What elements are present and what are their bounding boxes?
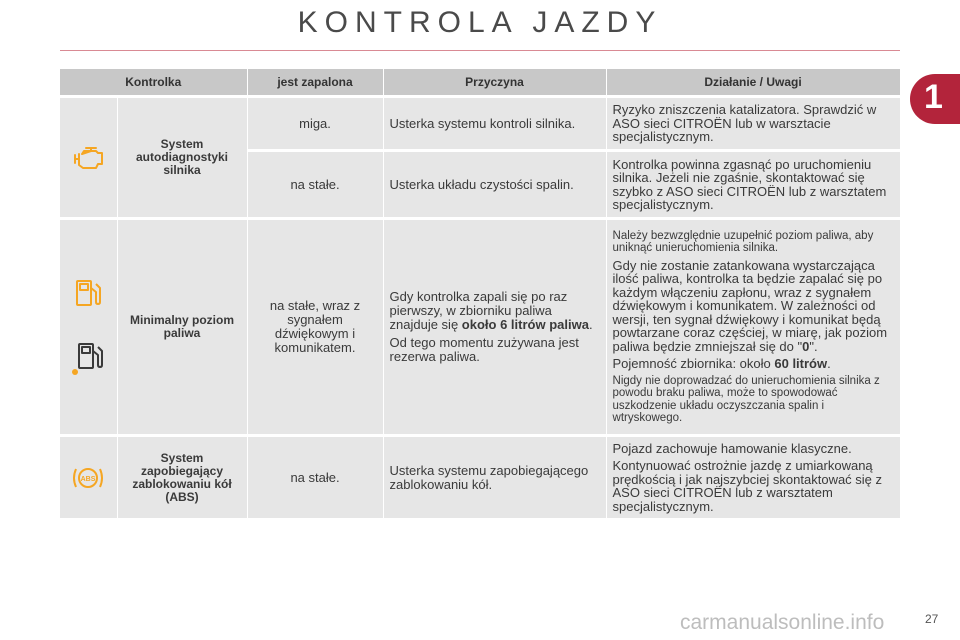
warning-lights-table	[60, 69, 901, 521]
fuel-notes	[606, 219, 900, 436]
table-row	[60, 219, 900, 436]
page-title: KONTROLA JAZDY	[297, 6, 663, 39]
fuel-cause	[383, 219, 606, 436]
table-header-row	[60, 69, 900, 97]
chapter-tab[interactable]	[910, 74, 960, 124]
header-action: Działanie / Uwagi	[606, 69, 900, 97]
engine-check-icon	[66, 145, 111, 171]
abs-icon	[66, 463, 111, 493]
fuel-note-3	[613, 357, 894, 371]
abs-cause: Usterka systemu zapobiegającego zablokowaniu kół.	[383, 436, 606, 520]
abs-action-2: Kontynuować ostrożnie jazdę z umiarkowaną prędkością i jak najszybciej skontaktować się z ASO sieci CITROËN lub z warsztatem specjalistycznym.	[612, 458, 883, 514]
engine-warning-name: System autodiagnostyki silnika	[117, 97, 247, 219]
header-kontrolka: Kontrolka	[60, 69, 247, 97]
title-divider	[60, 50, 900, 51]
fuel-cause-2: Od tego momentu zużywana jest rezerwa paliwa.	[389, 335, 579, 364]
fuel-cause-main: Gdy kontrolka zapali się po raz pierwszy, w zbiorniku paliwa znajduje się	[389, 289, 568, 332]
table-row	[60, 97, 900, 151]
fuel-cause-end: .	[588, 317, 593, 332]
abs-icon-cell	[60, 436, 117, 520]
engine-cause-2: Usterka układu czystości spalin.	[383, 151, 606, 219]
header-cause: Przyczyna	[383, 69, 606, 97]
engine-action-2: Kontrolka powinna zgasnąć po uruchomieniu silnika. Jeżeli nie zgaśnie, skontaktować się szybko z ASO sieci CITROËN lub z warsztatem specjalistycznym.	[606, 151, 900, 219]
engine-action-1: Ryzyko zniszczenia katalizatora. Sprawdzić w ASO sieci CITROËN lub w warsztacie specjalistycznym.	[606, 97, 900, 151]
fuel-note-4: Nigdy nie doprowadzać do unieruchomienia silnika z powodu braku paliwa, może to spowodować uszkodzenie układu oczyszczania spalin i wtryskowego.	[612, 374, 880, 424]
fuel-note-2-main: Gdy nie zostanie zatankowana wystarczająca ilość paliwa, kontrolka ta będzie zapalać się po każdym włączeniu zapłonu, wraz z sygnałem dźwiękowym i komunikatem. W zależności od wersji, ten sygnał dźwiękowy i komunikat będą powtarzane coraz częściej, w miarę, jak poziom paliwa będzie zmniejszał się do "	[612, 257, 888, 354]
page-number: 27	[925, 612, 939, 626]
fuel-cause-bold: około 6 litrów paliwa	[461, 317, 589, 332]
fuel-state: na stałe, wraz z sygnałem dźwiękowym i komunikatem.	[247, 219, 383, 436]
table-row	[60, 436, 900, 520]
fuel-cause-text	[390, 290, 600, 332]
watermark: carmanualsonline.info	[680, 611, 885, 634]
engine-state-steady: na stałe.	[247, 151, 383, 219]
chapter-number: 1	[924, 78, 943, 116]
header-state: jest zapalona	[247, 69, 383, 97]
fuel-pump-low-icon	[66, 338, 111, 378]
fuel-note-3-main: Pojemność zbiornika: około	[612, 356, 775, 371]
abs-icon-label: ABS	[80, 475, 96, 483]
fuel-note-2-bold: 0	[802, 338, 810, 354]
engine-state-blinking: miga.	[247, 97, 383, 151]
fuel-note-1: Należy bezwzględnie uzupełnić poziom paliwa, aby uniknąć unieruchomienia silnika.	[612, 229, 874, 254]
fuel-warning-name: Minimalny poziom paliwa	[117, 219, 247, 436]
fuel-note-3-end: .	[827, 356, 831, 371]
engine-icon-cell	[60, 97, 117, 219]
abs-warning-name: System zapobiegający zablokowaniu kół (ABS)	[117, 436, 247, 520]
engine-cause-1: Usterka systemu kontroli silnika.	[383, 97, 606, 151]
fuel-icon-cell	[60, 219, 117, 436]
abs-actions	[606, 436, 900, 520]
abs-state: na stałe.	[247, 436, 383, 520]
abs-action-1: Pojazd zachowuje hamowanie klasyczne.	[612, 440, 852, 456]
fuel-note-2	[613, 259, 894, 354]
fuel-note-2-end: ".	[809, 338, 818, 354]
fuel-pump-icon	[66, 276, 111, 310]
fuel-note-3-bold: 60 litrów	[774, 356, 828, 371]
